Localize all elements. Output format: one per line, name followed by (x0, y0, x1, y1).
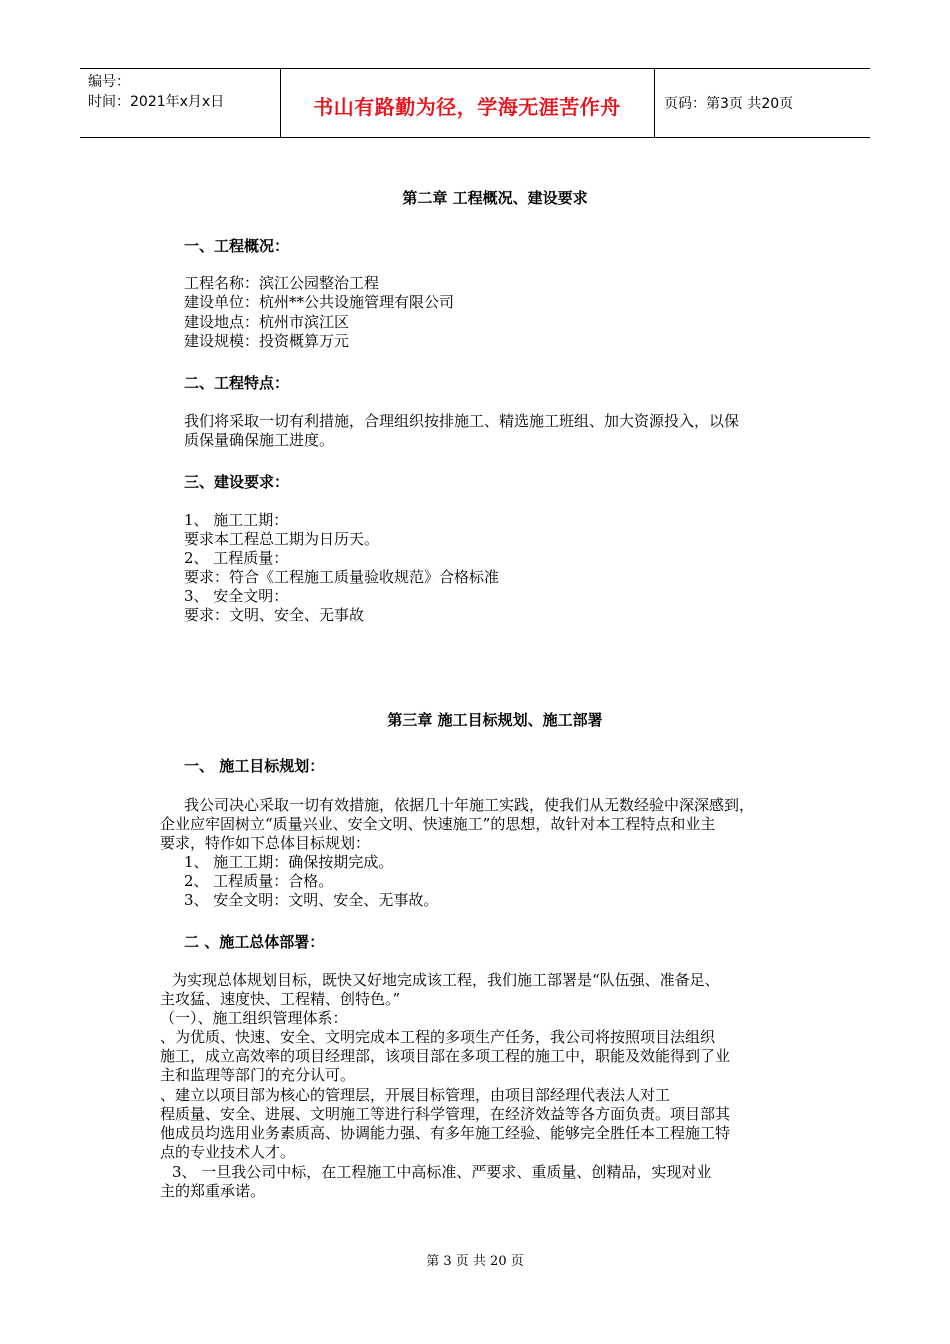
body-line: 为实现总体规划目标，既快又好地完成该工程，我们施工部署是“队伍强、准备足、 (172, 971, 720, 989)
body-line: 程质量、安全、进展、文明施工等进行科学管理，在经济效益等各方面负责。项目部其 (160, 1105, 731, 1123)
body-line: 工程名称：滨江公园整治工程 (184, 274, 380, 292)
header-motto: 书山有路勤为径，学海无涯苦作舟 (313, 95, 621, 119)
body-line: 质保量确保施工进度。 (184, 431, 335, 449)
body-line: 主的郑重承诺。 (160, 1182, 266, 1200)
body-line: 我公司决心采取一切有效措施，依据几十年施工实践，使我们从无数经验中深深感到， (184, 796, 755, 814)
body-line: 要求：文明、安全、无事故 (184, 606, 365, 624)
header-divider (654, 69, 655, 137)
chapter-3-title: 第三章 施工目标规划、施工部署 (387, 711, 603, 729)
body-line: 主和监理等部门的充分认可。 (160, 1066, 356, 1084)
body-line: 他成员均选用业务素质高、协调能力强、有多年施工经验、能够完全胜任本工程施工特 (160, 1124, 731, 1142)
body-line: 施工，成立高效率的项目经理部，该项目部在多项工程的施工中，职能及效能得到了业 (160, 1047, 731, 1065)
body-line: 点的专业技术人才。 (160, 1143, 296, 1161)
section-title: 一、工程概况： (184, 237, 290, 255)
section-title: 一、 施工目标规划： (184, 757, 325, 775)
body-line: （一）、施工组织管理体系： (160, 1009, 348, 1027)
body-line: 要求，特作如下总体目标规划： (160, 834, 371, 852)
body-line: 要求：符合《工程施工质量验收规范》合格标准 (184, 568, 500, 586)
body-line: 、建立以项目部为核心的管理层，开展目标管理，由项目部经理代表法人对工 (160, 1086, 671, 1104)
body-line: 要求本工程总工期为日历天。 (184, 530, 380, 548)
section-title: 二、工程特点： (184, 374, 290, 392)
section-title: 三、建设要求： (184, 473, 290, 491)
page-header (80, 68, 870, 138)
chapter-2-title: 第二章 工程概况、建设要求 (402, 189, 588, 207)
body-line: 2、 工程质量：合格。 (184, 872, 334, 890)
body-line: 3、 一旦我公司中标，在工程施工中高标准、严要求、重质量、创精品，实现对业 (172, 1163, 712, 1181)
body-line: 我们将采取一切有利措施，合理组织按排施工、精选施工班组、加大资源投入，以保 (184, 412, 740, 430)
body-line: 、为优质、快速、安全、文明完成本工程的多项生产任务，我公司将按照项目法组织 (160, 1028, 716, 1046)
body-line: 建设单位：杭州**公共设施管理有限公司 (184, 293, 455, 311)
section-title: 二 、施工总体部署： (184, 933, 325, 951)
header-page-info: 页码：第3页 共20页 (664, 96, 794, 112)
body-line: 建设地点：杭州市滨江区 (184, 313, 350, 331)
body-line: 1、 施工工期：确保按期完成。 (184, 853, 394, 871)
body-line: 1、 施工工期： (184, 511, 289, 529)
body-line: 主攻猛、速度快、工程精、创特色。” (160, 990, 401, 1008)
body-line: 3、 安全文明： (184, 587, 289, 605)
body-line: 企业应牢固树立“质量兴业、安全文明、快速施工”的思想，故针对本工程特点和业主 (160, 815, 716, 833)
body-line: 2、 工程质量： (184, 549, 289, 567)
body-line: 3、 安全文明：文明、安全、无事故。 (184, 891, 439, 909)
document-date: 时间：2021年x月x日 (88, 94, 225, 110)
body-line: 建设规模：投资概算万元 (184, 332, 350, 350)
page-footer: 第 3 页 共 20 页 (426, 1254, 524, 1269)
document-number-label: 编号： (88, 74, 130, 90)
header-meta (88, 72, 224, 112)
